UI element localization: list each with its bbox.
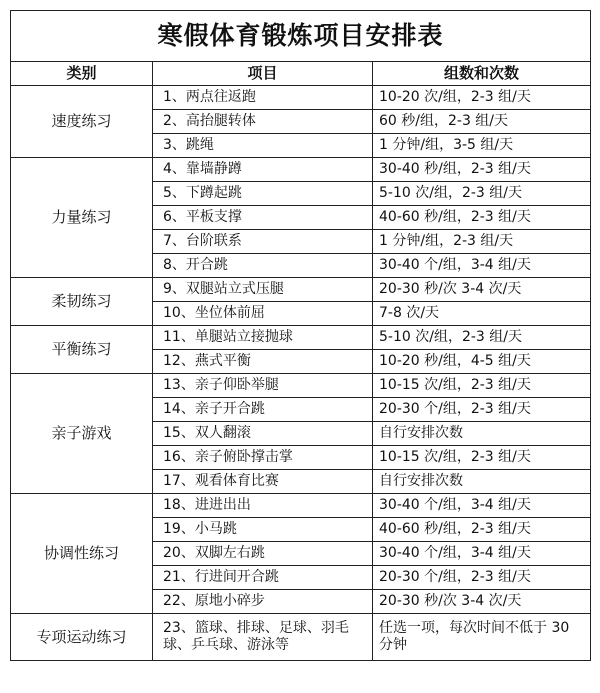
- table-title: 寒假体育锻炼项目安排表: [11, 11, 591, 62]
- amount-cell: 10-15 次/组，2-3 组/天: [373, 446, 591, 470]
- item-cell: 10、坐位体前屈: [153, 302, 373, 326]
- category-cell: 平衡练习: [11, 326, 153, 374]
- amount-cell: 20-30 个/组，2-3 组/天: [373, 398, 591, 422]
- amount-cell: 10-15 次/组，2-3 组/天: [373, 374, 591, 398]
- item-cell: 17、观看体育比赛: [153, 470, 373, 494]
- table-row: [11, 158, 591, 182]
- item-cell: 7、台阶联系: [153, 230, 373, 254]
- item-cell: 18、进进出出: [153, 494, 373, 518]
- item-cell: 20、双脚左右跳: [153, 542, 373, 566]
- item-cell: 13、亲子仰卧举腿: [153, 374, 373, 398]
- amount-cell: 自行安排次数: [373, 422, 591, 446]
- item-cell: 4、靠墙静蹲: [153, 158, 373, 182]
- item-cell: 2、高抬腿转体: [153, 110, 373, 134]
- item-cell: 23、篮球、排球、足球、羽毛球、乒乓球、游泳等: [153, 614, 373, 661]
- amount-cell: 20-30 个/组，2-3 组/天: [373, 566, 591, 590]
- category-cell: 亲子游戏: [11, 374, 153, 494]
- amount-cell: 10-20 秒/组，4-5 组/天: [373, 350, 591, 374]
- item-cell: 5、下蹲起跳: [153, 182, 373, 206]
- table-row: [11, 86, 591, 110]
- item-cell: 21、行进间开合跳: [153, 566, 373, 590]
- table-body: [11, 86, 591, 661]
- amount-cell: 7-8 次/天: [373, 302, 591, 326]
- amount-cell: 30-40 个/组，3-4 组/天: [373, 542, 591, 566]
- item-cell: 8、开合跳: [153, 254, 373, 278]
- category-cell: 专项运动练习: [11, 614, 153, 661]
- item-cell: 12、燕式平衡: [153, 350, 373, 374]
- amount-cell: 30-40 秒/组，2-3 组/天: [373, 158, 591, 182]
- item-cell: 9、双腿站立式压腿: [153, 278, 373, 302]
- amount-cell: 10-20 次/组，2-3 组/天: [373, 86, 591, 110]
- amount-cell: 20-30 秒/次 3-4 次/天: [373, 278, 591, 302]
- item-cell: 15、双人翻滚: [153, 422, 373, 446]
- amount-cell: 任选一项，每次时间不低于 30 分钟: [373, 614, 591, 661]
- item-cell: 6、平板支撑: [153, 206, 373, 230]
- header-row: [11, 62, 591, 86]
- item-cell: 22、原地小碎步: [153, 590, 373, 614]
- amount-cell: 30-40 个/组，3-4 组/天: [373, 494, 591, 518]
- item-cell: 3、跳绳: [153, 134, 373, 158]
- schedule-table: [10, 10, 591, 661]
- amount-cell: 自行安排次数: [373, 470, 591, 494]
- amount-cell: 1 分钟/组，3-5 组/天: [373, 134, 591, 158]
- header-item: 项目: [153, 62, 373, 86]
- item-cell: 19、小马跳: [153, 518, 373, 542]
- category-cell: 柔韧练习: [11, 278, 153, 326]
- table-row: [11, 614, 591, 661]
- header-category: 类别: [11, 62, 153, 86]
- table-row: [11, 278, 591, 302]
- amount-cell: 40-60 秒/组，2-3 组/天: [373, 206, 591, 230]
- category-cell: 速度练习: [11, 86, 153, 158]
- amount-cell: 60 秒/组，2-3 组/天: [373, 110, 591, 134]
- table-row: [11, 326, 591, 350]
- title-row: [11, 11, 591, 62]
- category-cell: 协调性练习: [11, 494, 153, 614]
- table-row: [11, 494, 591, 518]
- table-row: [11, 374, 591, 398]
- amount-cell: 20-30 秒/次 3-4 次/天: [373, 590, 591, 614]
- amount-cell: 5-10 次/组，2-3 组/天: [373, 326, 591, 350]
- item-cell: 1、两点往返跑: [153, 86, 373, 110]
- amount-cell: 1 分钟/组，2-3 组/天: [373, 230, 591, 254]
- item-cell: 16、亲子俯卧撑击掌: [153, 446, 373, 470]
- header-amount: 组数和次数: [373, 62, 591, 86]
- item-cell: 14、亲子开合跳: [153, 398, 373, 422]
- item-cell: 11、单腿站立接抛球: [153, 326, 373, 350]
- amount-cell: 5-10 次/组，2-3 组/天: [373, 182, 591, 206]
- amount-cell: 30-40 个/组，3-4 组/天: [373, 254, 591, 278]
- category-cell: 力量练习: [11, 158, 153, 278]
- amount-cell: 40-60 秒/组，2-3 组/天: [373, 518, 591, 542]
